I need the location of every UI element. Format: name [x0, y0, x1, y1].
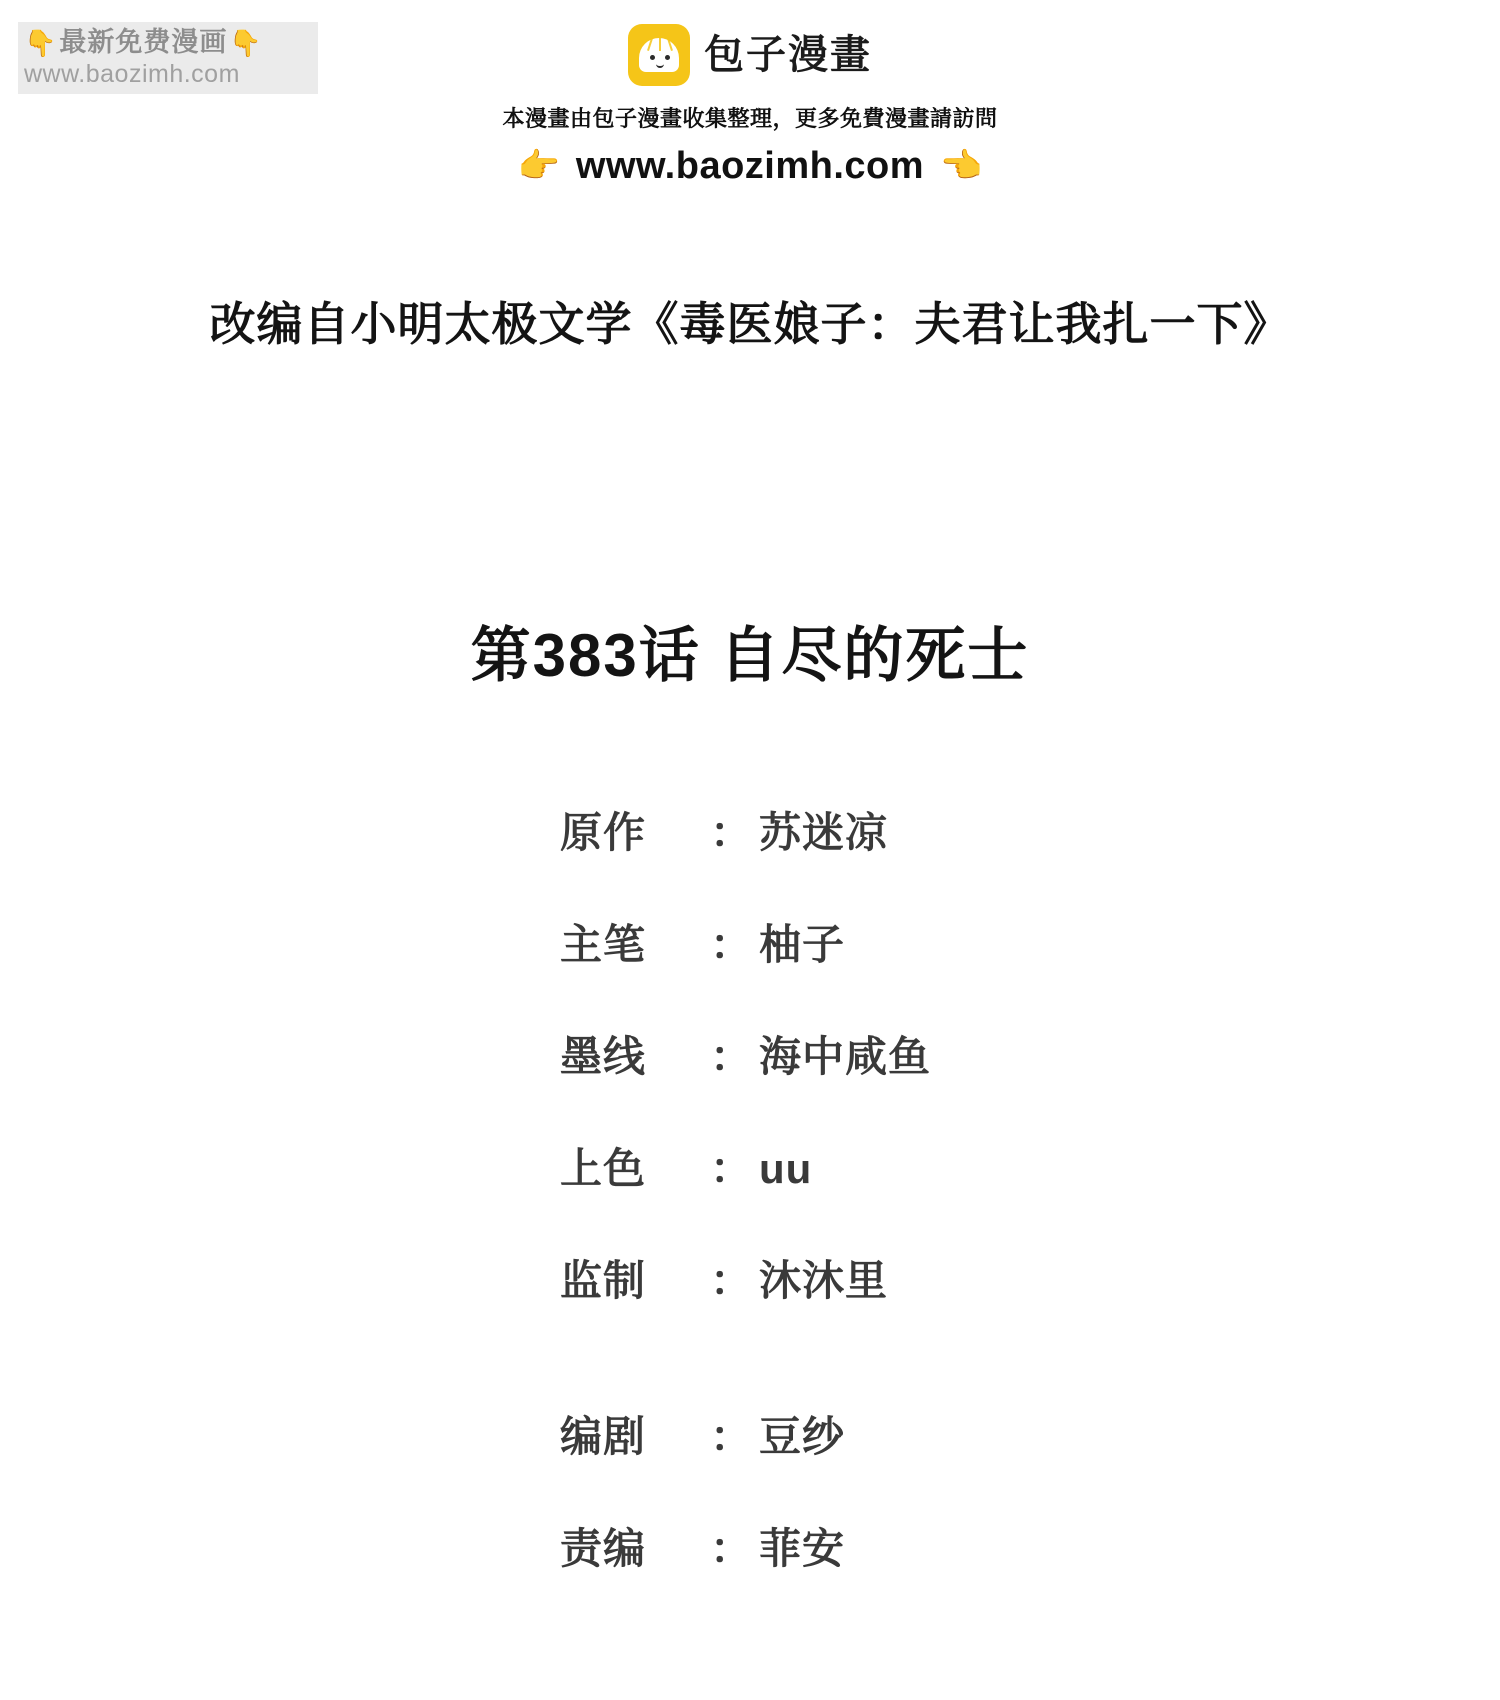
watermark-text-1: 最新免费漫画 — [59, 27, 228, 57]
pointing-hand-down-icon: 👇 — [24, 27, 58, 58]
brand-name: 包子漫畫 — [704, 33, 872, 77]
credit-role: 上色 — [560, 1145, 647, 1192]
site-url-row — [0, 147, 1500, 185]
credit-role: 编剧 — [560, 1413, 647, 1460]
credit-role: 原作 — [560, 809, 647, 856]
credit-separator: ： — [710, 809, 754, 856]
credit-row — [560, 1248, 1160, 1308]
credit-value: 豆纱 — [759, 1413, 846, 1460]
credit-value: 苏迷凉 — [759, 809, 889, 856]
credit-row — [560, 800, 1160, 860]
credit-value: 沐沐里 — [759, 1257, 889, 1304]
watermark-url: www.baozimh.com — [24, 60, 240, 88]
credit-row — [560, 912, 1160, 972]
credit-separator: ： — [710, 1145, 754, 1192]
pointing-hand-left-icon: 👈 — [940, 147, 983, 185]
credit-row — [560, 1516, 1160, 1576]
credit-role: 墨线 — [560, 1033, 647, 1080]
credits-block — [560, 800, 1160, 1628]
site-url: www.baozimh.com — [575, 145, 925, 187]
credit-value: 菲安 — [759, 1525, 846, 1572]
pointing-hand-down-icon: 👇 — [229, 27, 263, 58]
brand-row — [0, 24, 1500, 86]
credit-role: 主笔 — [560, 921, 647, 968]
credit-separator: ： — [710, 1525, 754, 1572]
credit-role: 监制 — [560, 1257, 647, 1304]
baozi-bun-logo-icon — [628, 24, 690, 86]
credit-value: uu — [759, 1145, 813, 1192]
credit-separator: ： — [710, 1033, 754, 1080]
promo-text: 本漫畫由包子漫畫收集整理，更多免費漫畫請訪問 — [502, 106, 998, 131]
credit-row — [560, 1404, 1160, 1464]
credit-separator: ： — [710, 1257, 754, 1304]
pointing-hand-right-icon: 👉 — [517, 147, 560, 185]
credits-secondary-group — [560, 1404, 1160, 1576]
credit-role: 责编 — [560, 1525, 647, 1572]
credit-value: 海中咸鱼 — [759, 1033, 932, 1080]
credit-value: 柚子 — [759, 921, 846, 968]
credit-row — [560, 1136, 1160, 1196]
chapter-title: 第383话 自尽的死士 — [470, 622, 1030, 689]
site-header — [0, 24, 1500, 185]
adapted-from-line: 改编自小明太极文学《毒医娘子：夫君让我扎一下》 — [209, 298, 1291, 350]
credit-separator: ： — [710, 1413, 754, 1460]
credit-row — [560, 1024, 1160, 1084]
credit-separator: ： — [710, 921, 754, 968]
